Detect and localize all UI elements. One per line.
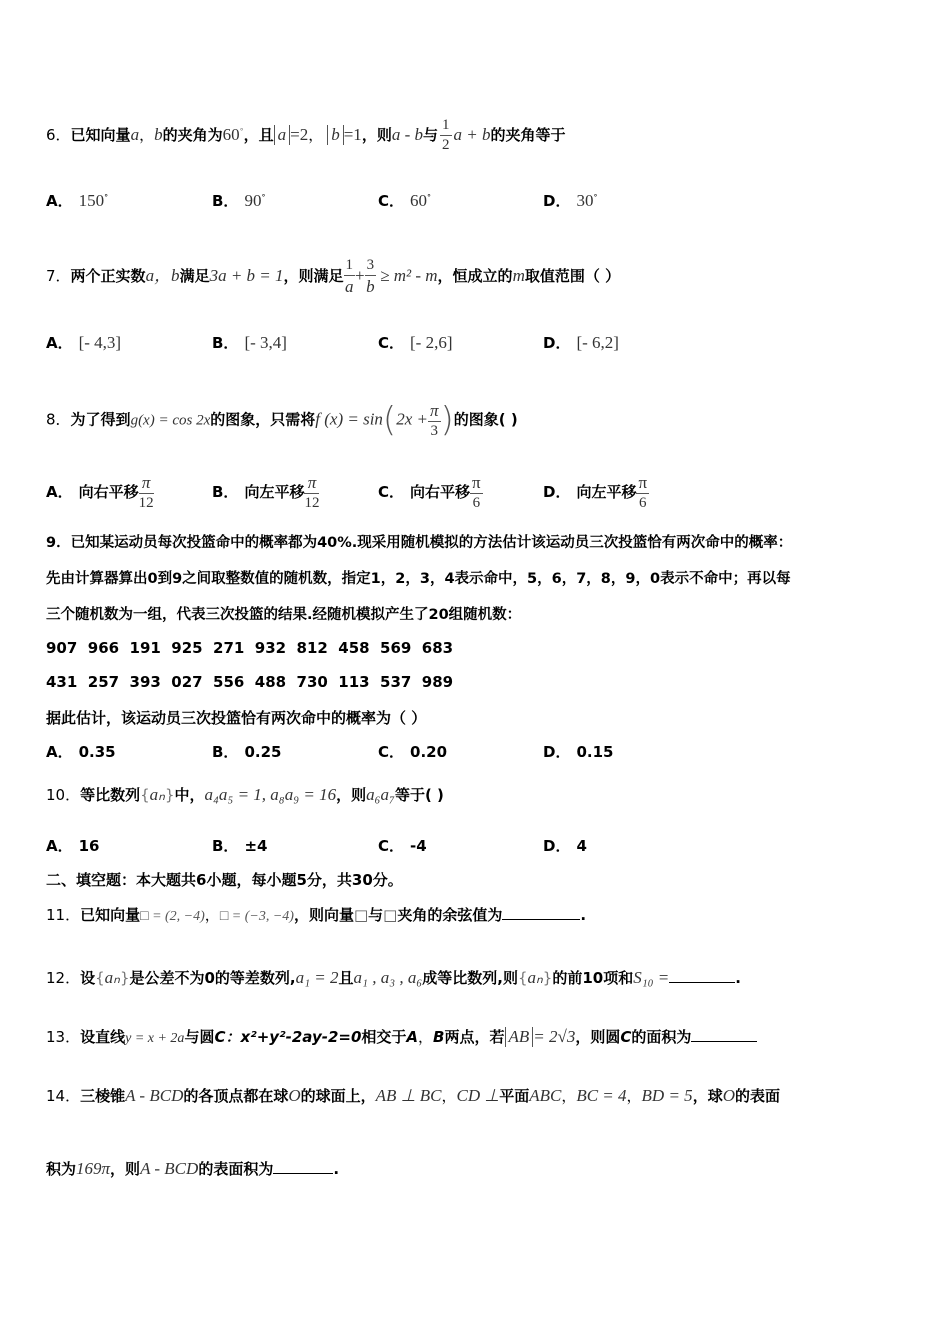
q14-sphere-o-2: O <box>722 1086 735 1105</box>
option-value: 0.35 <box>78 743 116 761</box>
q7-ab: a，b <box>145 266 180 285</box>
option-value: 0.15 <box>576 743 614 761</box>
option-value: 0.20 <box>410 743 448 761</box>
q12-text-1: 设 <box>80 969 96 987</box>
q9-option-c[interactable] <box>378 741 447 762</box>
q7-frac-1 <box>344 258 356 295</box>
q10-text-1: 等比数列 <box>80 786 141 804</box>
q6-text-4: ，则 <box>361 126 392 144</box>
q7-condition: 3a + b = 1 <box>209 266 284 285</box>
q14-text-9: 的表面积为 <box>198 1160 274 1178</box>
option-frac <box>304 474 319 511</box>
option-frac-den: 6 <box>639 495 647 511</box>
option-text: 向右平移 <box>410 483 471 501</box>
q12-terms: a₁ , a₃ , a₆ <box>353 968 423 987</box>
option-value: ±4 <box>244 837 268 855</box>
q14-text-6: 的表面 <box>734 1087 780 1105</box>
q7-rhs: ≥ m² - m <box>380 266 438 285</box>
q14-text-5: ，球 <box>692 1087 723 1105</box>
q11-vector-2: □ = (−3, −4) <box>219 909 294 924</box>
q10-target: a₆a₇ <box>366 785 395 804</box>
q12-a1: a₁ = 2 <box>295 968 339 987</box>
q14-pyramid-2: A - BCD <box>140 1159 199 1178</box>
q6-text-6: 的夹角等于 <box>490 126 566 144</box>
q13-ab: AB <box>508 1027 530 1046</box>
option-frac-den: 12 <box>304 495 320 511</box>
q14-stem-continued <box>46 1158 339 1179</box>
q12-text-5: 的前10项和 <box>552 969 634 987</box>
option-label: A． <box>46 837 73 855</box>
q8-option-d[interactable] <box>543 474 649 511</box>
option-frac <box>636 474 649 511</box>
option-text: 向左平移 <box>244 483 305 501</box>
q14-text-8: ，则 <box>110 1160 141 1178</box>
q11-text-2: ，则向量 <box>293 906 354 924</box>
q12-text-2: 是公差不为0的等差数列, <box>129 969 296 987</box>
q9-line-3: 三个随机数为一组，代表三次投篮的结果.经随机模拟产生了20组随机数： <box>46 607 522 623</box>
q9-line-4: 据此估计，该运动员三次投篮恰有两次命中的概率为（ ） <box>46 709 427 727</box>
q10-stem: 10．等比数列{aₙ}中，a₄a₅ = 1, a₈a₉ = 16，则a₆a₇等于( ) <box>46 785 444 804</box>
q6-number: 6． <box>46 126 71 144</box>
option-label: B． <box>212 334 239 352</box>
option-text: 向右平移 <box>78 483 139 501</box>
q13-text-4: 两点，若 <box>444 1028 505 1046</box>
q13-sep: ， <box>418 1028 434 1046</box>
q12-answer-blank[interactable] <box>669 968 735 983</box>
q6-sep: ， <box>139 126 155 144</box>
q14-text-2: 的各顶点都在球 <box>183 1087 289 1105</box>
option-frac-num: π <box>139 474 154 494</box>
q7-frac-2-num: 3 <box>365 258 377 276</box>
q8-f-lhs: f (x) = sin <box>315 409 383 429</box>
q12-stem: 12．设{aₙ}是公差不为0的等差数列,a₁ = 2且a₁ , a₃ , a₆成等比数列,则{aₙ}的前10项和S₁₀ = . <box>46 968 741 987</box>
q6-abs-a: a <box>277 125 287 144</box>
option-label: D． <box>543 334 571 352</box>
q13-text-3: 相交于 <box>361 1028 407 1046</box>
q13-answer-blank[interactable] <box>691 1027 757 1042</box>
q9-option-d[interactable] <box>543 741 613 762</box>
q7-frac-1-den: a <box>345 277 354 296</box>
q11-answer-blank[interactable] <box>502 905 580 920</box>
q14-comma-3: ， <box>626 1087 642 1105</box>
q6-stem: 6．已知向量a，b的夹角为60°，且 a =2， b =1，则a - b与 $\frac{1}{2}$ a + b的夹角等于 <box>46 117 566 153</box>
q11-box-1: □ <box>353 906 369 924</box>
q7-option-b[interactable] <box>212 332 287 353</box>
option-label: B． <box>212 483 239 501</box>
option-frac <box>470 474 483 511</box>
option-value: [- 3,4] <box>244 333 287 352</box>
q8-pi-over-3 <box>428 402 441 439</box>
q8-option-a[interactable] <box>46 474 154 511</box>
q10-option-b[interactable] <box>212 835 267 856</box>
q14-number: 14． <box>46 1087 81 1105</box>
q12-text-3: 且 <box>338 969 354 987</box>
q12-sequence-2: aₙ <box>527 968 543 987</box>
q11-stem <box>46 904 586 925</box>
q8-text-1: 为了得到 <box>70 410 131 429</box>
q12-text-4: 成等比数列,则 <box>422 969 518 987</box>
q8-f-arg: 2x + <box>396 409 428 429</box>
q7-text-5: 取值范围（ ） <box>524 267 621 285</box>
q13-point-a: A <box>406 1028 419 1046</box>
q10-text-3: ，则 <box>336 786 367 804</box>
q9-random-row-1: 907 966 191 925 271 932 812 458 569 683 <box>46 639 454 657</box>
option-value: 60 <box>410 191 428 210</box>
option-text: 向左平移 <box>576 483 637 501</box>
q8-number: 8． <box>46 410 71 429</box>
q11-text-4: 夹角的余弦值为 <box>397 906 503 924</box>
q13-text-6: 的面积为 <box>631 1028 692 1046</box>
option-value: [- 2,6] <box>410 333 453 352</box>
q11-vector-1: □ = (2, −4) <box>140 909 205 924</box>
option-value: [- 4,3] <box>78 333 122 352</box>
option-label: D． <box>543 192 571 210</box>
q9-random-row-2: 431 257 393 027 556 488 730 113 537 989 <box>46 673 454 691</box>
q13-text-1: 设直线 <box>80 1028 126 1046</box>
q13-circle-eq: C：x²+y²-2ay-2=0 <box>214 1028 362 1046</box>
option-frac-num: π <box>472 473 481 492</box>
option-value: 30 <box>576 191 594 210</box>
option-label: A． <box>46 192 73 210</box>
q10-condition: a₄a₅ = 1, a₈a₉ = 16 <box>204 785 337 804</box>
q10-number: 10． <box>46 786 81 804</box>
q13-c: C <box>620 1028 632 1046</box>
option-label: D． <box>543 743 571 761</box>
q10-text-2: 中， <box>174 786 205 804</box>
q6-option-c[interactable]: C． 60° <box>378 191 432 210</box>
option-label: A． <box>46 743 73 761</box>
q9-option-b[interactable] <box>212 741 281 762</box>
q13-text-5: ，则圆 <box>575 1028 621 1046</box>
q6-abs-b: b <box>331 125 340 144</box>
q13-text-2: 与圆 <box>184 1028 215 1046</box>
q8-three: 3 <box>430 422 438 439</box>
q7-option-a[interactable] <box>46 332 121 353</box>
q7-text-1: 两个正实数 <box>70 267 146 285</box>
q7-option-d[interactable] <box>543 332 619 353</box>
option-frac-den: 12 <box>138 495 154 511</box>
q9-line-1: 9．已知某运动员每次投篮命中的概率都为40%.现采用随机模拟的方法估计该运动员三次投篮恰有两次命中的概率： <box>46 535 793 551</box>
q9-option-a[interactable] <box>46 741 116 762</box>
option-frac-num: π <box>638 473 648 492</box>
q6-option-b[interactable]: B． 90° <box>212 191 266 210</box>
q7-frac-2-den: b <box>366 277 375 296</box>
option-label: C． <box>378 837 405 855</box>
q6-comma: ， <box>308 126 324 144</box>
option-label: C． <box>378 192 405 210</box>
q14-text-1: 三棱锥 <box>80 1087 126 1105</box>
section-2-heading: 二、填空题：本大题共6小题，每小题5分，共30分。 <box>46 871 403 889</box>
q14-sphere-o: O <box>288 1086 301 1105</box>
q14-pyramid: A - BCD <box>125 1086 184 1105</box>
q14-comma-2: ， <box>561 1087 577 1105</box>
q6-text-1: 已知向量 <box>70 126 131 144</box>
q7-option-c[interactable] <box>378 332 453 353</box>
option-label: A． <box>46 483 73 501</box>
q14-cond-2: CD ⊥ <box>456 1086 500 1105</box>
q6-half-num: 1 <box>440 118 452 136</box>
q14-stem <box>46 1085 780 1106</box>
q7-text-2: 满足 <box>179 267 210 285</box>
q12-sequence: aₙ <box>104 968 120 987</box>
q11-box-2: □ <box>383 906 398 924</box>
q13-line-eq: y = x + 2a <box>125 1031 185 1046</box>
q10-sequence: aₙ <box>149 785 165 804</box>
option-value: [- 6,2] <box>576 333 619 352</box>
q8-pi: π <box>429 400 439 420</box>
option-frac-num: π <box>304 474 319 494</box>
option-label: B． <box>212 837 239 855</box>
q6-eq1: =1 <box>343 125 362 144</box>
q6-vector-a: a <box>130 125 140 144</box>
q8-option-b[interactable] <box>212 474 319 511</box>
q14-text-7: 积为 <box>46 1160 77 1178</box>
option-frac-den: 6 <box>472 495 481 511</box>
q7-stem <box>46 258 620 295</box>
q11-text-1: 已知向量 <box>80 906 141 924</box>
q7-frac-1-num: 1 <box>344 258 356 276</box>
q7-frac-2 <box>365 258 377 295</box>
q13-number: 13． <box>46 1028 81 1046</box>
q14-area: 169π <box>76 1159 111 1178</box>
q14-cond-4: BD = 5 <box>641 1086 693 1105</box>
q9-line-2: 先由计算器算出0到9之间取整数值的随机数，指定1，2，3，4表示命中，5，6，7，8，9，0表示不命中；再以每 <box>46 571 791 587</box>
q6-angle: 60 <box>222 125 240 144</box>
q6-text-5: 与 <box>423 126 439 144</box>
q13-point-b: B <box>433 1028 445 1046</box>
q6-option-a[interactable]: A． 150° <box>46 191 109 210</box>
option-value: 150 <box>78 191 105 210</box>
q7-plus: + <box>355 266 365 285</box>
q10-option-c[interactable] <box>378 835 427 856</box>
q6-a-plus-b: a + b <box>453 125 491 144</box>
q14-cond-3: BC = 4 <box>576 1086 627 1105</box>
q6-a-minus-b: a - b <box>391 125 423 144</box>
q7-text-3: ，则满足 <box>283 267 344 285</box>
q10-option-a[interactable] <box>46 835 99 856</box>
option-label: C． <box>378 483 405 501</box>
option-label: B． <box>212 192 239 210</box>
q6-text-2: 的夹角为 <box>162 126 223 144</box>
q11-text-3: 与 <box>368 906 384 924</box>
q8-g: g(x) = cos 2x <box>130 412 211 429</box>
q6-vector-b: b <box>154 125 163 144</box>
q11-number: 11． <box>46 906 81 924</box>
option-value: 0.25 <box>244 743 282 761</box>
option-value: -4 <box>410 837 427 855</box>
option-label: D． <box>543 837 571 855</box>
q10-text-4: 等于( ) <box>394 786 444 804</box>
q14-comma-1: ， <box>441 1087 457 1105</box>
option-value: 90 <box>244 191 262 210</box>
q13-stem <box>46 1026 757 1047</box>
option-value: 16 <box>78 837 100 855</box>
q6-eq2: =2 <box>290 125 309 144</box>
q14-answer-blank[interactable] <box>273 1159 333 1174</box>
option-label: A． <box>46 334 73 352</box>
option-label: D． <box>543 483 571 501</box>
q7-text-4: ，恒成立的 <box>437 267 513 285</box>
q13-eq: = 2√3 <box>533 1027 576 1046</box>
q14-text-3: 的球面上， <box>300 1087 376 1105</box>
option-label: C． <box>378 743 405 761</box>
q11-comma: ， <box>204 906 220 924</box>
q14-end: . <box>333 1160 340 1178</box>
q14-plane: ABC <box>529 1086 562 1105</box>
option-frac <box>139 474 154 511</box>
q11-end: . <box>580 906 587 924</box>
option-value: 4 <box>576 837 587 855</box>
q14-cond-1: AB ⊥ BC <box>375 1086 442 1105</box>
q12-end: . <box>735 969 741 987</box>
q7-m: m <box>512 266 525 285</box>
q7-number: 7． <box>46 267 71 285</box>
q12-number: 12． <box>46 969 81 987</box>
q8-option-c[interactable] <box>378 474 483 511</box>
q6-half-den: 2 <box>442 137 450 153</box>
q8-stem: 8．为了得到g(x) = cos 2x的图象，只需将f (x) = sin(2x + $\frac{\pi}{3}$ )的图象( ) <box>46 400 518 440</box>
q10-option-d[interactable] <box>543 835 587 856</box>
q8-text-2: 的图象，只需将 <box>210 410 316 429</box>
q6-option-d[interactable]: D． 30° <box>543 191 598 210</box>
option-label: C． <box>378 334 405 352</box>
q6-half <box>440 118 452 153</box>
q8-text-3: 的图象( ) <box>453 410 518 429</box>
q6-text-3: ，且 <box>243 126 274 144</box>
q14-text-4: 平面 <box>499 1087 530 1105</box>
option-label: B． <box>212 743 239 761</box>
q12-s10: S₁₀ = <box>633 968 670 987</box>
